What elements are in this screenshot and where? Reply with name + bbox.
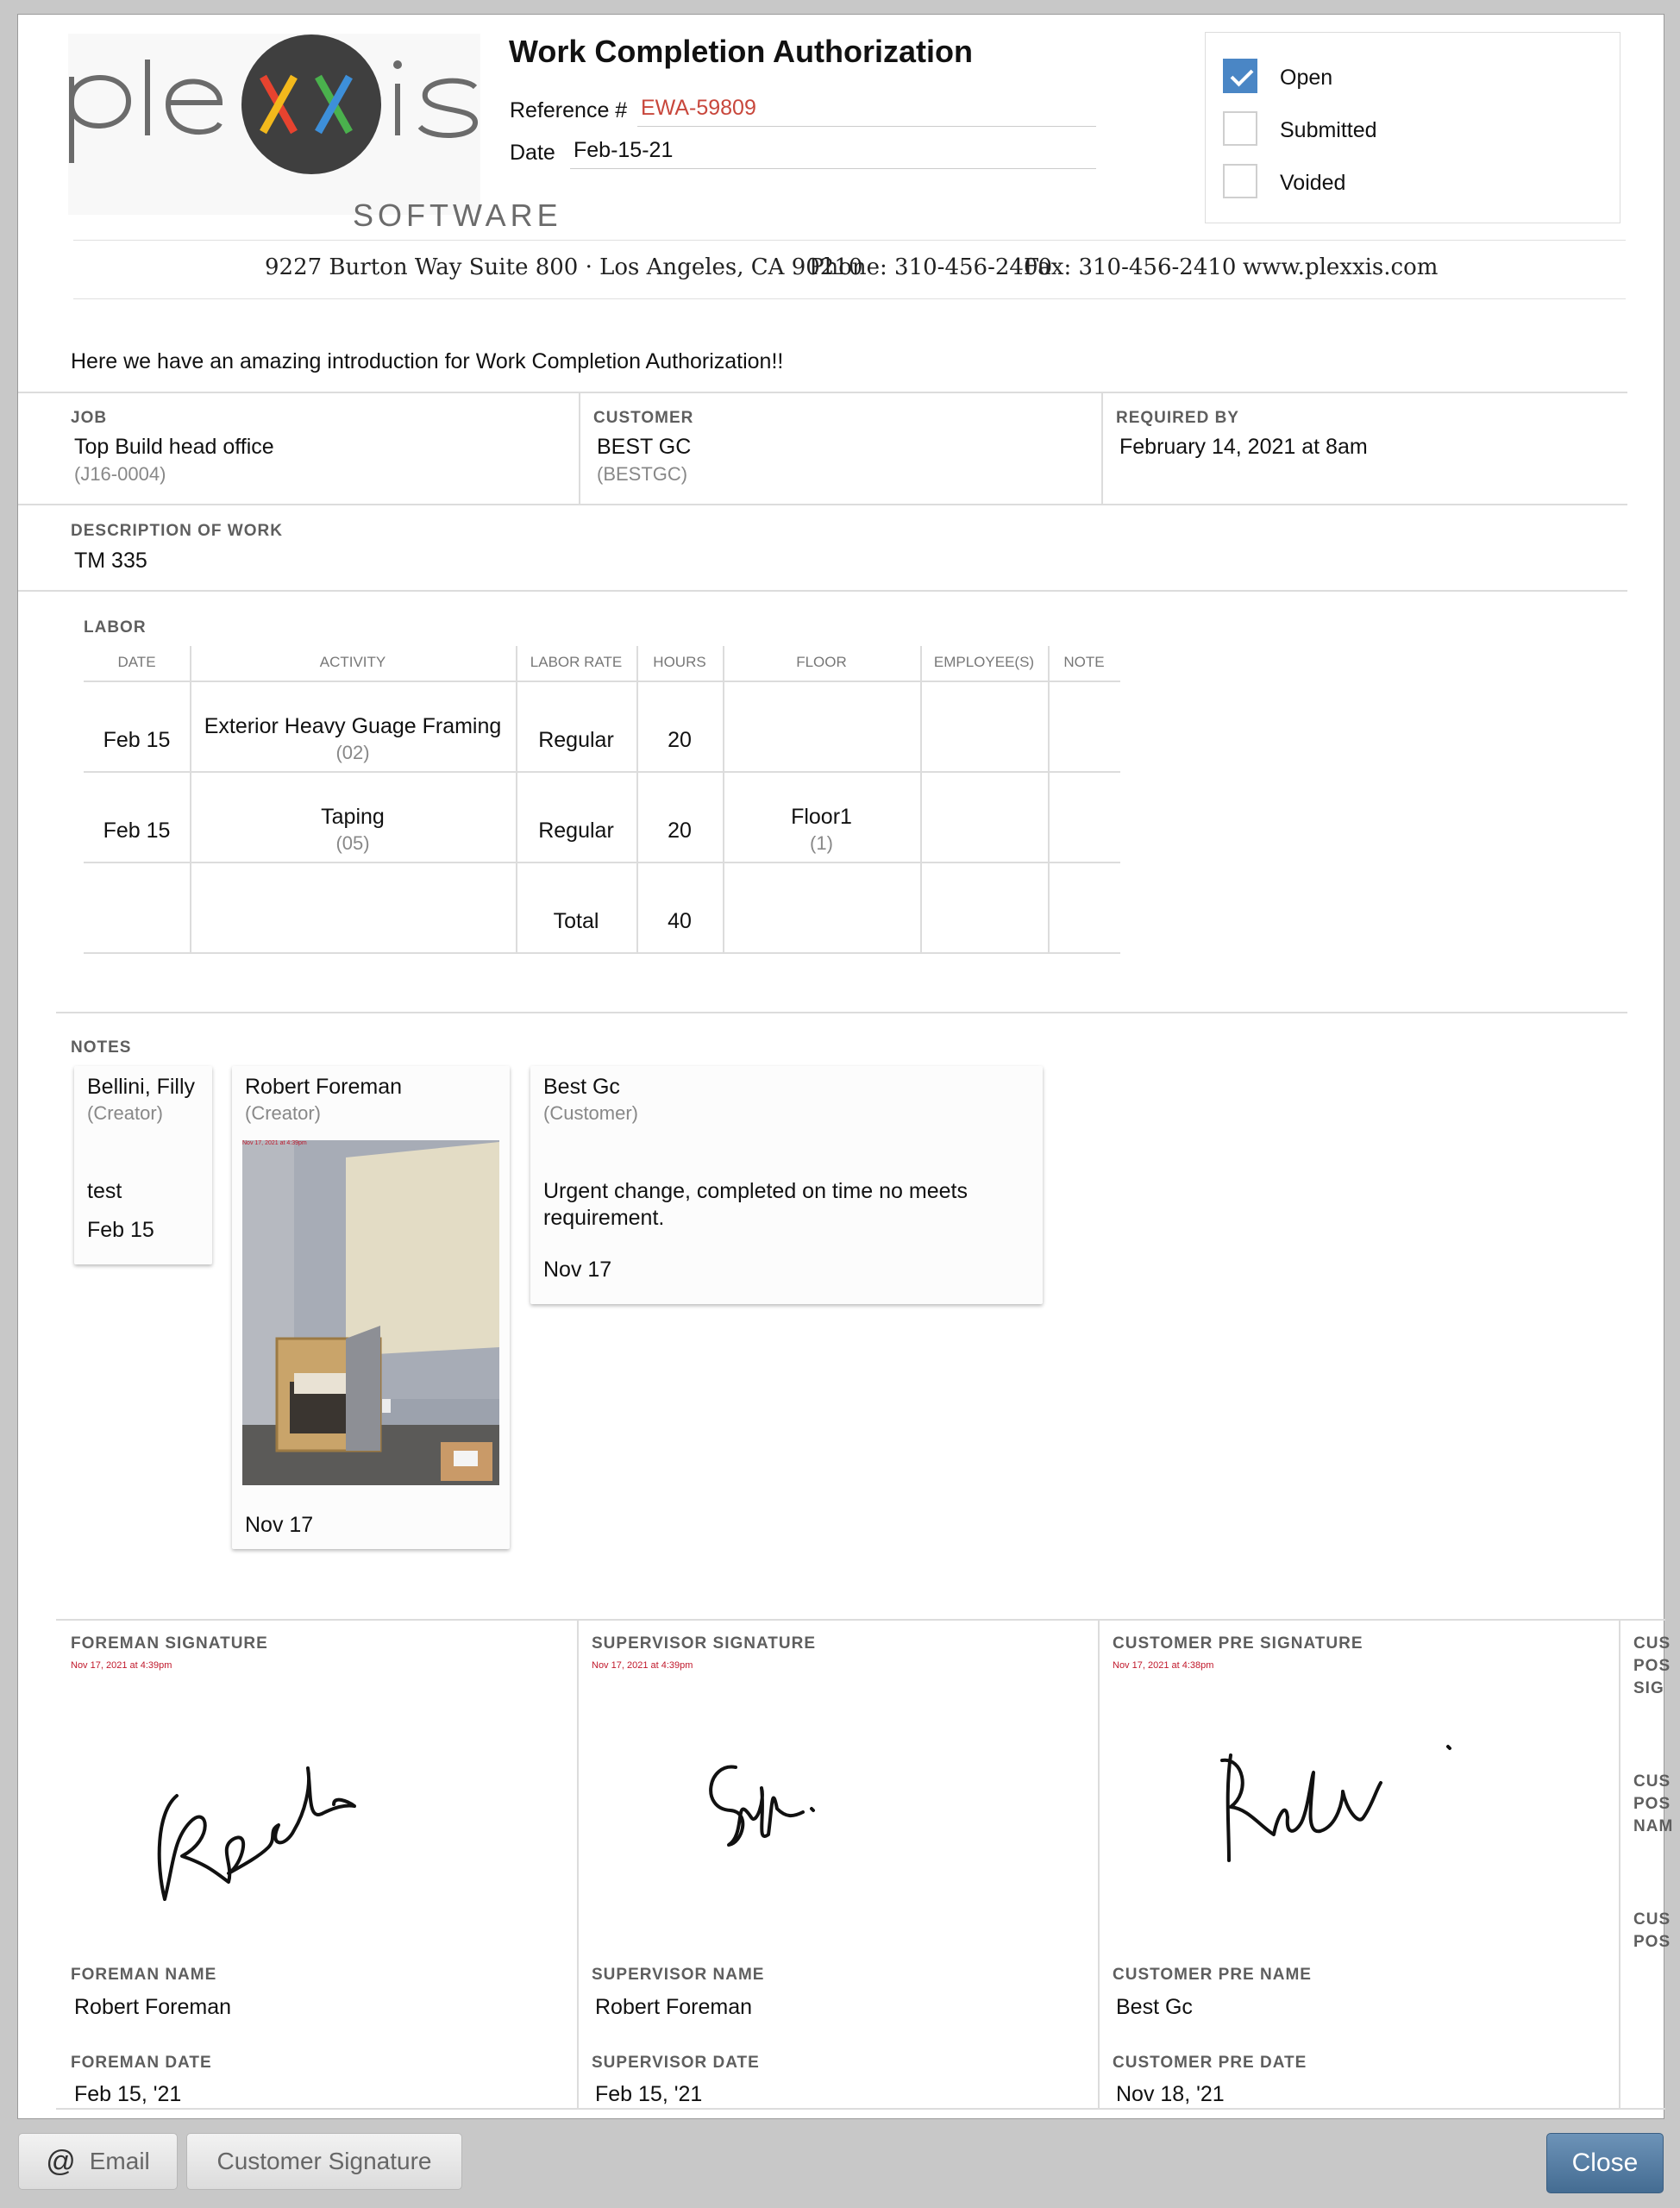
- note-author: Bellini, Filly: [87, 1075, 196, 1099]
- status-submitted-checkbox[interactable]: [1223, 111, 1257, 146]
- note-card: [530, 1066, 1043, 1304]
- labor-col-rate: LABOR RATE: [530, 654, 623, 670]
- photo-timestamp: Nov 17, 2021 at 4:39pm: [242, 1140, 307, 1146]
- partial-label-3: SIG: [1633, 1679, 1664, 1697]
- note-card: [74, 1066, 212, 1264]
- address-top-divider: [73, 240, 1626, 241]
- note-role: (Customer): [543, 1102, 639, 1124]
- foreman-name-value: Robert Foreman: [74, 1995, 232, 2019]
- customer-pre-date-value: Nov 18, '21: [1116, 2082, 1225, 2106]
- info-top-divider: [18, 392, 1627, 393]
- status-open-label: Open: [1280, 66, 1333, 90]
- job-label: JOB: [71, 409, 108, 427]
- supervisor-name-label: SUPERVISOR NAME: [592, 1966, 765, 1984]
- foreman-signature-label: FOREMAN SIGNATURE: [71, 1634, 268, 1653]
- status-submitted-label: Submitted: [1280, 118, 1377, 142]
- close-button-label: Close: [1571, 2148, 1639, 2177]
- status-voided-label: Voided: [1280, 171, 1346, 195]
- date-label: Date: [510, 141, 555, 165]
- partial-label-4: CUS: [1633, 1772, 1671, 1791]
- labor-cell-activity-code: (05): [335, 832, 370, 854]
- customer-pre-signature-label: CUSTOMER PRE SIGNATURE: [1113, 1634, 1363, 1653]
- customer-name: BEST GC: [597, 435, 692, 459]
- note-author: Best Gc: [543, 1075, 620, 1099]
- company-fax: Fax: 310-456-2410: [1024, 254, 1237, 280]
- at-icon: @: [46, 2144, 76, 2178]
- reference-value: EWA-59809: [641, 96, 756, 120]
- customer-signature-button[interactable]: [186, 2133, 462, 2190]
- note-role: (Creator): [87, 1102, 164, 1124]
- customer-pre-name-value: Best Gc: [1116, 1995, 1193, 2019]
- supervisor-date-value: Feb 15, '21: [595, 2082, 703, 2106]
- status-open-checkbox[interactable]: [1223, 59, 1257, 93]
- email-button-label: Email: [89, 2148, 150, 2174]
- note-date: Feb 15: [87, 1218, 154, 1242]
- notes-label: NOTES: [71, 1038, 132, 1057]
- foreman-signature-image[interactable]: [139, 1735, 380, 1908]
- note-text: Urgent change, completed on time no meets requirement.: [543, 1179, 968, 1230]
- labor-cell-date: Feb 15: [103, 728, 171, 752]
- description-label: DESCRIPTION OF WORK: [71, 522, 283, 540]
- customer-label: CUSTOMER: [593, 409, 694, 427]
- labor-cell-activity-code: (02): [335, 742, 370, 763]
- required-by-label: REQUIRED BY: [1116, 409, 1239, 427]
- close-button[interactable]: [1546, 2133, 1664, 2193]
- signature-divider-3: [1619, 1619, 1620, 2109]
- customer-pre-name-label: CUSTOMER PRE NAME: [1113, 1966, 1312, 1984]
- signature-divider-2: [1098, 1619, 1100, 2109]
- note-text: test: [87, 1179, 122, 1203]
- labor-total-label: Total: [553, 909, 599, 933]
- labor-col-line-1: [190, 646, 191, 952]
- labor-col-note: NOTE: [1063, 654, 1105, 670]
- page-title: Work Completion Authorization: [509, 34, 973, 69]
- date-value: Feb-15-21: [574, 138, 674, 162]
- labor-label: LABOR: [84, 618, 147, 637]
- labor-cell-activity: Exterior Heavy Guage Framing: [204, 714, 502, 738]
- reference-label: Reference #: [510, 98, 628, 122]
- foreman-date-value: Feb 15, '21: [74, 2082, 182, 2106]
- email-button[interactable]: [18, 2133, 178, 2190]
- customer-pre-signature-stamp: Nov 17, 2021 at 4:38pm: [1113, 1660, 1214, 1671]
- customer-pre-signature-image[interactable]: [1191, 1722, 1450, 1878]
- supervisor-signature-stamp: Nov 17, 2021 at 4:39pm: [592, 1660, 693, 1671]
- description-bottom-divider: [18, 590, 1627, 592]
- partial-label-6: NAM: [1633, 1817, 1674, 1835]
- date-underline: [570, 168, 1096, 169]
- status-voided-checkbox[interactable]: [1223, 164, 1257, 198]
- info-divider-2: [1101, 392, 1103, 504]
- notes-top-divider: [56, 1012, 1627, 1013]
- description-value: TM 335: [74, 549, 147, 573]
- supervisor-name-value: Robert Foreman: [595, 1995, 753, 2019]
- supervisor-signature-image[interactable]: [682, 1740, 855, 1869]
- partial-label-7: CUS: [1633, 1910, 1671, 1929]
- labor-col-line-2: [516, 646, 517, 952]
- signatures-top-divider: [56, 1619, 1665, 1621]
- plexxis-logo-graphic: [68, 34, 480, 215]
- foreman-date-label: FOREMAN DATE: [71, 2054, 212, 2072]
- labor-row-line-3: [84, 952, 1120, 954]
- labor-col-line-4: [723, 646, 724, 952]
- signatures-bottom-divider: [56, 2108, 1665, 2110]
- customer-signature-button-label: Customer Signature: [216, 2148, 432, 2174]
- labor-col-date: DATE: [117, 654, 156, 670]
- labor-col-line-6: [1048, 646, 1050, 952]
- note-card-photo: [232, 1066, 510, 1549]
- labor-col-line-3: [636, 646, 638, 952]
- status-panel: [1205, 32, 1620, 223]
- company-phone: Phone: 310-456-2400: [809, 254, 1053, 280]
- foreman-name-label: FOREMAN NAME: [71, 1966, 217, 1984]
- labor-cell-rate: Regular: [538, 819, 614, 843]
- room-photo-image: [242, 1140, 499, 1485]
- signature-divider-1: [577, 1619, 579, 2109]
- supervisor-date-label: SUPERVISOR DATE: [592, 2054, 760, 2072]
- job-name: Top Build head office: [74, 435, 274, 459]
- note-photo[interactable]: [242, 1140, 499, 1485]
- company-website[interactable]: www.plexxis.com: [1243, 254, 1439, 280]
- intro-text: Here we have an amazing introduction for Work Completion Authorization!!: [71, 349, 784, 373]
- labor-total-hours: 40: [668, 909, 692, 933]
- partial-label-8: POS: [1633, 1933, 1671, 1951]
- address-bottom-divider: [73, 298, 1626, 299]
- note-date: Nov 17: [245, 1513, 314, 1537]
- labor-cell-date: Feb 15: [103, 819, 171, 843]
- labor-cell-floor: Floor1: [791, 805, 852, 829]
- partial-label-1: CUS: [1633, 1634, 1671, 1653]
- labor-col-line-5: [920, 646, 922, 952]
- supervisor-signature-label: SUPERVISOR SIGNATURE: [592, 1634, 817, 1653]
- info-divider-1: [579, 392, 580, 504]
- job-code: (J16-0004): [74, 463, 166, 485]
- company-address: 9227 Burton Way Suite 800 · Los Angeles, CA 90210: [265, 254, 863, 280]
- note-role: (Creator): [245, 1102, 322, 1124]
- foreman-signature-stamp: Nov 17, 2021 at 4:39pm: [71, 1660, 172, 1671]
- note-date: Nov 17: [543, 1258, 612, 1282]
- labor-cell-activity: Taping: [321, 805, 385, 829]
- labor-cell-hours: 20: [668, 819, 692, 843]
- logo-subtitle: SOFTWARE: [353, 198, 562, 233]
- labor-cell-floor-code: (1): [810, 832, 833, 854]
- labor-row-line-1: [84, 771, 1120, 773]
- required-by-value: February 14, 2021 at 8am: [1119, 435, 1368, 459]
- partial-label-2: POS: [1633, 1657, 1671, 1675]
- note-author: Robert Foreman: [245, 1075, 403, 1099]
- info-bottom-divider: [18, 504, 1627, 505]
- labor-col-employees: EMPLOYEE(S): [933, 654, 1035, 670]
- customer-pre-date-label: CUSTOMER PRE DATE: [1113, 2054, 1307, 2072]
- labor-row-line-2: [84, 862, 1120, 863]
- labor-header-line: [84, 681, 1120, 682]
- customer-code: (BESTGC): [597, 463, 688, 485]
- labor-col-hours: HOURS: [653, 654, 706, 670]
- labor-col-floor: FLOOR: [796, 654, 847, 670]
- labor-cell-rate: Regular: [538, 728, 614, 752]
- labor-col-activity: ACTIVITY: [319, 654, 386, 670]
- partial-label-5: POS: [1633, 1795, 1671, 1813]
- labor-cell-hours: 20: [668, 728, 692, 752]
- reference-underline: [637, 126, 1096, 127]
- document-sheet: [17, 14, 1674, 2119]
